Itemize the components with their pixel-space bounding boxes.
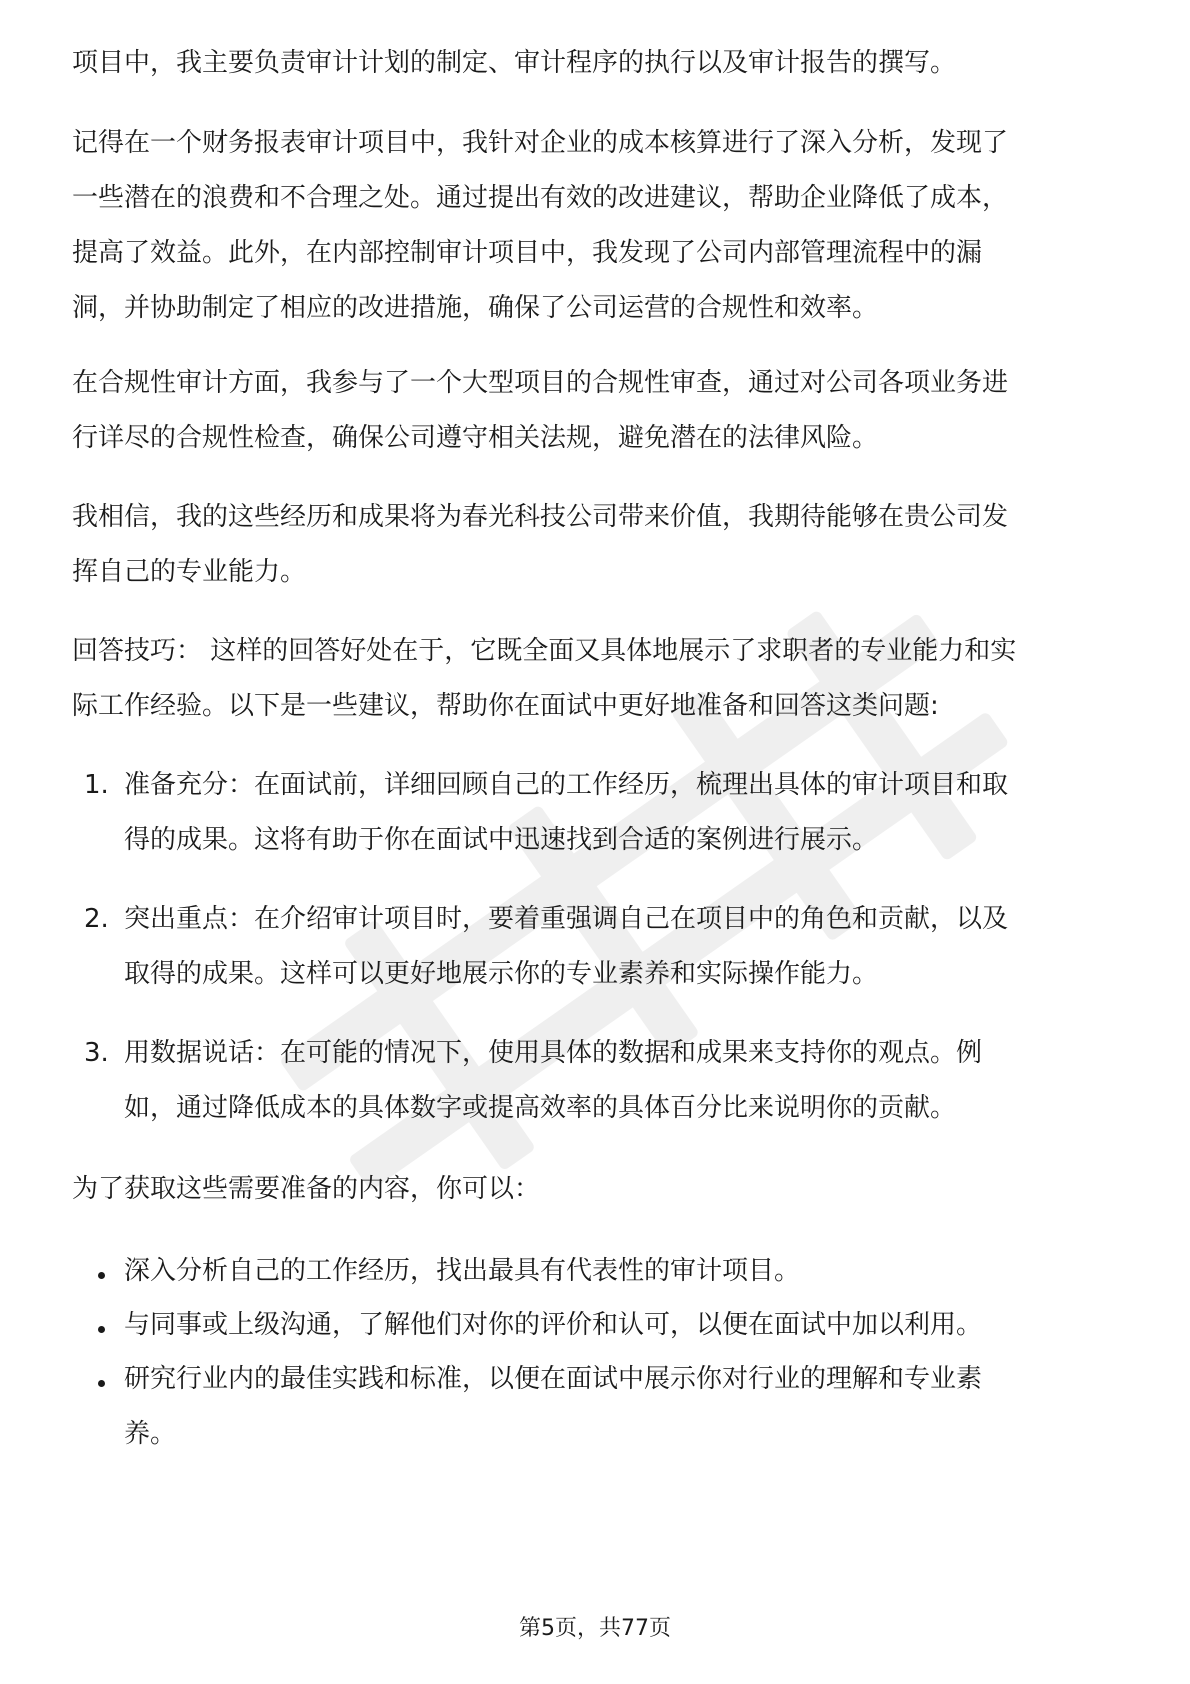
text-line: 记得在一个财务报表审计项目中，我针对企业的成本核算进行了深入分析，发现了	[72, 128, 1009, 158]
paragraph-how-to-prepare	[72, 1162, 1132, 1217]
text-line: 挥自己的专业能力。	[72, 557, 307, 587]
text-line: 突出重点：在介绍审计项目时，要着重强调自己在项目中的角色和贡献，以及	[124, 904, 1009, 934]
text-line: 为了获取这些需要准备的内容，你可以：	[72, 1174, 541, 1204]
paragraph-compliance-audit	[72, 356, 1132, 466]
list-number: 2.	[84, 904, 109, 934]
text-line: 与同事或上级沟通，了解他们对你的评价和认可，以便在面试中加以利用。	[124, 1310, 983, 1340]
paragraph-answer-tips	[72, 624, 1132, 734]
text-line: 养。	[124, 1419, 177, 1449]
text-line: 在合规性审计方面，我参与了一个大型项目的合规性审查，通过对公司各项业务进	[72, 368, 1009, 398]
paragraph-belief	[72, 490, 1132, 600]
bullet-dot-icon	[98, 1272, 105, 1279]
bullet-dot-icon	[98, 1380, 105, 1387]
paragraph-audit-experience	[72, 116, 1132, 336]
text-line: 际工作经验。以下是一些建议，帮助你在面试中更好地准备和回答这类问题:	[72, 691, 939, 721]
text-line: 研究行业内的最佳实践和标准，以便在面试中展示你对行业的理解和专业素	[124, 1364, 983, 1394]
text-line: 一些潜在的浪费和不合理之处。通过提出有效的改进建议，帮助企业降低了成本，	[72, 183, 1009, 213]
paragraph-project-role	[72, 36, 1132, 91]
text-line: 准备充分：在面试前，详细回顾自己的工作经历，梳理出具体的审计项目和取	[124, 770, 1009, 800]
text-line: 用数据说话：在可能的情况下，使用具体的数据和成果来支持你的观点。例	[124, 1038, 983, 1068]
page-indicator: 第5页，共77页	[519, 1616, 671, 1641]
text-line: 我相信，我的这些经历和成果将为春光科技公司带来价值，我期待能够在贵公司发	[72, 502, 1009, 532]
text-line: 取得的成果。这样可以更好地展示你的专业素养和实际操作能力。	[124, 959, 879, 989]
text-line: 提高了效益。此外，在内部控制审计项目中，我发现了公司内部管理流程中的漏	[72, 238, 983, 268]
text-line: 项目中，我主要负责审计计划的制定、审计程序的执行以及审计报告的撰写。	[72, 48, 957, 78]
list-number: 1.	[84, 770, 109, 800]
text-line: 回答技巧： 这样的回答好处在于，它既全面又具体地展示了求职者的专业能力和实	[72, 636, 1017, 666]
text-line: 深入分析自己的工作经历，找出最具有代表性的审计项目。	[124, 1256, 801, 1286]
text-line: 如，通过降低成本的具体数字或提高效率的具体百分比来说明你的贡献。	[124, 1093, 957, 1123]
text-line: 行详尽的合规性检查，确保公司遵守相关法规，避免潜在的法律风险。	[72, 423, 879, 453]
bullet-dot-icon	[98, 1326, 105, 1333]
list-number: 3.	[84, 1038, 109, 1068]
text-line: 得的成果。这将有助于你在面试中迅速找到合适的案例进行展示。	[124, 825, 879, 855]
text-line: 洞，并协助制定了相应的改进措施，确保了公司运营的合规性和效率。	[72, 293, 879, 323]
